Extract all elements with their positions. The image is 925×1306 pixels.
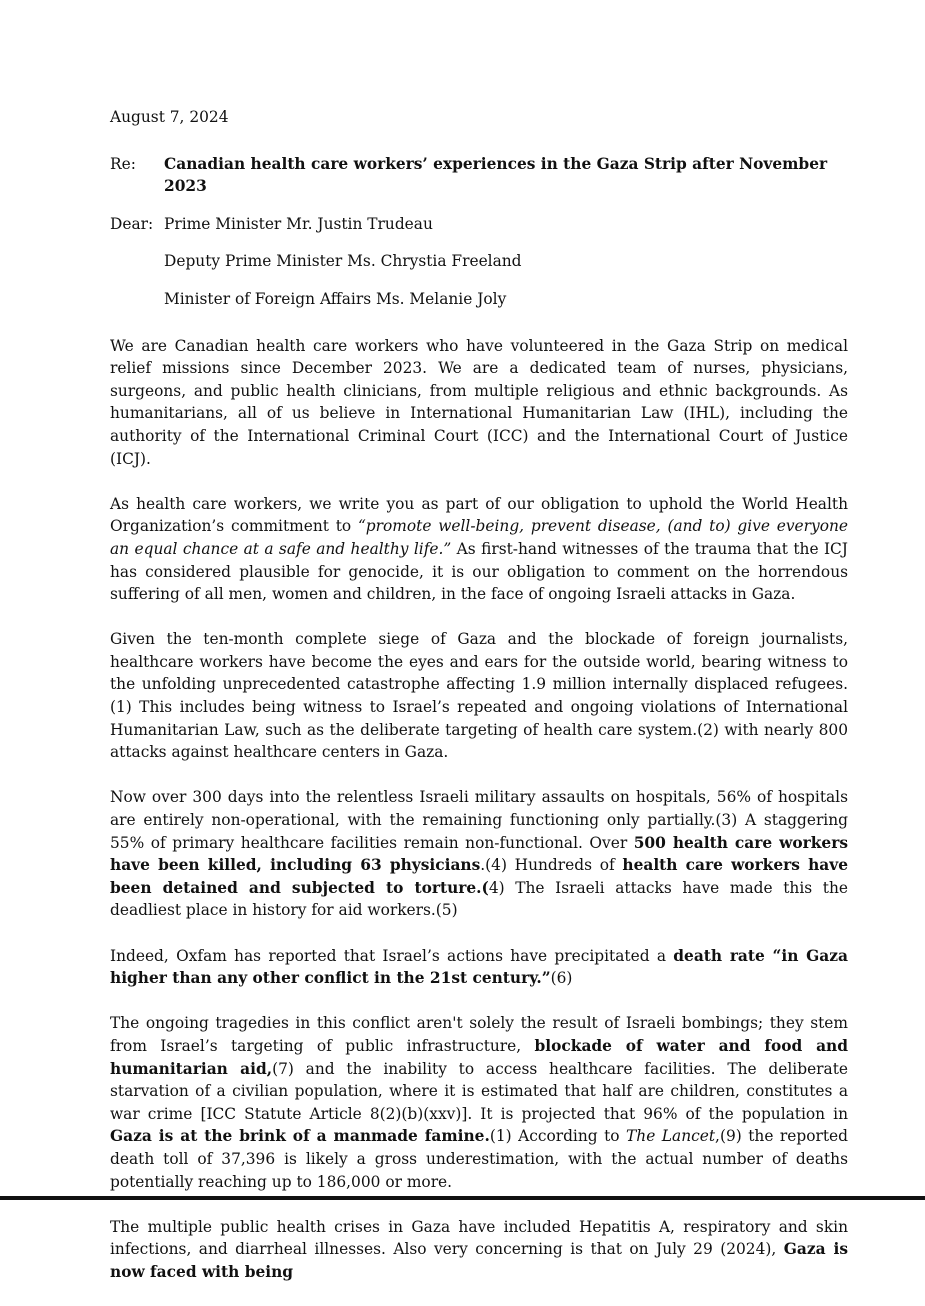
page-bottom-rule [0,1196,925,1200]
paragraph-4 [110,786,848,922]
re-subject: Canadian health care workers’ experiences in the Gaza Strip after November 2023 [164,154,828,196]
p6-italic-lancet: The Lancet [626,1127,716,1146]
p2-who-quote: “promote well-being, prevent disease, (and to) give everyone an equal chance at a safe and healthy life.” [110,517,848,558]
dear-label: Dear: [110,214,154,233]
re-label: Re: [110,154,136,173]
p6-text-a: The ongoing tragedies in this conflict aren't solely the result of Israeli bombings; they stem from Israel’s targeting of public infrastructure, [110,1014,848,1055]
p4-text-c: 4) The Israeli attacks have made this the deadliest place in history for aid workers.(5) [110,878,848,920]
p4-bold-1: 500 health care workers have been killed, including 63 physicians [110,833,848,875]
recipient-2: Deputy Prime Minister Ms. Chrystia Freeland [164,252,522,271]
p2-text-b: As first-hand witnesses of the trauma that the ICJ has considered plausible for genocide, it is our obligation to comment on the horrendous suffering of all men, women and children, in the face of ongoing Israeli attacks in Gaza. [110,539,848,604]
paragraph-1: We are Canadian health care workers who have volunteered in the Gaza Strip on medical relief missions since December 2023. We are a dedicated team of nurses, physicians, surgeons, and public health clinicians, from multiple religious and ethnic backgrounds. As humanitarians, all of us believe in International Humanitarian Law (IHL), including the authority of the International Criminal Court (ICC) and the International Court of Justice (ICJ). [110,336,848,468]
p4-bold-2: health care workers have been detained and subjected to torture.( [110,856,848,897]
p4-text-b: .(4) Hundreds of [480,856,623,875]
p6-bold-2: Gaza is at the brink of a manmade famine. [110,1127,490,1146]
letter-date: August 7, 2024 [110,108,229,126]
paragraph-3: Given the ten-month complete siege of Gaza and the blockade of foreign journalists, healthcare workers have become the eyes and ears for the outside world, bearing witness to the unfolding unprecedented catastrophe affecting 1.9 million internally displaced refugees.(1) This includes being witness to Israel’s repeated and ongoing violations of International Humanitarian Law, such as the deliberate targeting of health care system.(2) with nearly 800 attacks against healthcare centers in Gaza. [110,630,848,762]
p5-bold: death rate “in Gaza higher than any other conflict in the 21st century.” [110,946,848,988]
paragraph-7 [110,1216,848,1284]
letter-page [110,106,848,1306]
paragraph-6 [110,1012,848,1193]
recipient-3: Minister of Foreign Affairs Ms. Melanie Joly [164,289,507,308]
p6-text-c: (1) According to [489,1127,627,1146]
p5-text-a: Indeed, Oxfam has reported that Israel’s actions have precipitated a [110,946,674,965]
re-line [110,153,848,198]
dear-line [110,213,848,236]
p6-bold-1: blockade of water and food and humanitarian aid, [110,1036,848,1078]
p6-text-b: (7) and the inability to access healthcare facilities. The deliberate starvation of a civilian population, where it is estimated that half are children, constitutes a war crime [ICC Statute Article 8(2)(b)(xxv)]. It is projected that 96% of the population in [110,1059,849,1123]
paragraph-5 [110,945,848,990]
p6-text-d: ,(9) the reported death toll of 37,396 is likely a gross underestimation, with the actual number of deaths potentially reaching up to 186,000 or more. [110,1127,848,1191]
p4-text-a: Now over 300 days into the relentless Israeli military assaults on hospitals, 56% of hospitals are entirely non-operational, with the remaining functioning only partially.(3) A staggering 55% of primary healthcare facilities remain non-functional. Over [110,788,848,852]
p7-text-a: The multiple public health crises in Gaza have included Hepatitis A, respiratory and skin infections, and diarrheal illnesses. Also very concerning is that on July 29 (2024), [110,1217,848,1259]
p5-text-b: (6) [550,969,573,988]
paragraph-2 [110,493,848,606]
p7-bold: Gaza is now faced with being [110,1240,848,1281]
p2-text-a: As health care workers, we write you as part of our obligation to uphold the World Health Organization’s commitment to [110,494,848,536]
recipient-1: Prime Minister Mr. Justin Trudeau [164,214,433,233]
